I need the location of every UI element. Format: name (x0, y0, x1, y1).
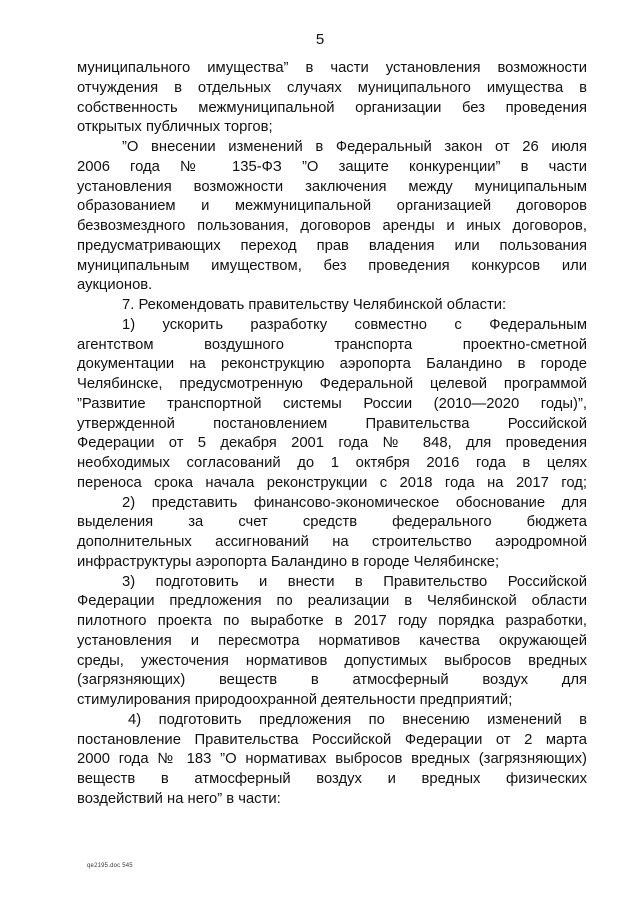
text-line: (загрязняющих) веществ в атмосферный воздух для (77, 672, 587, 689)
text-line: переноса срока начала реконструкции с 2018 года на 2017 год; (77, 474, 587, 491)
text-line: документации на реконструкцию аэропорта Баландино в городе (77, 356, 587, 373)
text-line: безвозмездного пользования, договоров аренды и иных договоров, (77, 218, 587, 234)
document-code: qe2195.doc 545 (87, 863, 133, 869)
text-line: образованием и межмуниципальной организацией договоров (77, 198, 587, 215)
text-line: пилотного проекта по выработке в 2017 году порядка разработки, (77, 613, 587, 629)
text-line: утвержденной постановлением Правительства Российской (77, 415, 587, 432)
text-line: среды, ужесточения нормативов допустимых выбросов вредных (77, 652, 587, 669)
body-text (77, 59, 587, 810)
page-number: 5 (315, 31, 325, 48)
text-line: Федерации от 5 декабря 2001 года № 848, для проведения (77, 435, 587, 452)
text-line: агентством воздушного транспорта проектно-сметной (77, 336, 587, 353)
text-line: аукционов. (77, 277, 153, 294)
text-line: 4) подготовить предложения по внесению изменений в (128, 711, 587, 728)
text-line: 1) ускорить разработку совместно с Федеральным (122, 316, 587, 333)
text-line: стимулирования природоохранной деятельности предприятий; (77, 692, 513, 708)
text-line: выделения за счет средств федерального бюджета (77, 514, 587, 531)
text-line: 2006 года № 135-ФЗ ”О защите конкуренции” в части (77, 158, 587, 175)
text-line: дополнительных ассигнований на строительство аэродромной (77, 534, 587, 550)
text-line: установления и пересмотра нормативов качества окружающей (77, 632, 587, 649)
text-line: установления возможности заключения между муниципальным (77, 178, 587, 195)
text-line: муниципальным имуществом, без проведения конкурсов или (77, 257, 587, 274)
text-line: открытых публичных торгов; (77, 119, 273, 136)
text-line: веществ в атмосферный воздух и вредных физических (77, 771, 587, 787)
text-line: ”Развитие транспортной системы России (2010—2020 годы)”, (77, 395, 587, 412)
text-line: воздействий на него” в части: (77, 790, 281, 807)
text-line: муниципального имущества” в части установления возможности (77, 60, 587, 76)
text-line: постановление Правительства Российской Федерации от 2 марта (77, 731, 587, 748)
text-line: инфраструктуры аэропорта Баландино в городе Челябинске; (77, 553, 500, 570)
text-line: 2) представить финансово-экономическое обоснование для (122, 494, 587, 511)
text-line: предусматривающих переход прав владения или пользования (77, 237, 587, 254)
text-line: ”О внесении изменений в Федеральный закон от 26 июля (122, 139, 587, 155)
text-line: 3) подготовить и внести в Правительство Российской (122, 573, 587, 590)
text-line: собственность межмуниципальной организации без проведения (77, 99, 587, 116)
text-line: Челябинске, предусмотренную Федеральной целевой программой (77, 376, 587, 392)
text-line: 2000 года № 183 ”О нормативах выбросов вредных (загрязняющих) (77, 751, 587, 768)
text-line: необходимых согласований до 1 октября 2016 года в целях (77, 455, 587, 471)
text-line: Федерации предложения по реализации в Челябинской области (77, 593, 587, 610)
text-line: отчуждения в отдельных случаях муниципального имущества в (77, 79, 587, 96)
text-line: 7. Рекомендовать правительству Челябинской области: (122, 297, 507, 313)
